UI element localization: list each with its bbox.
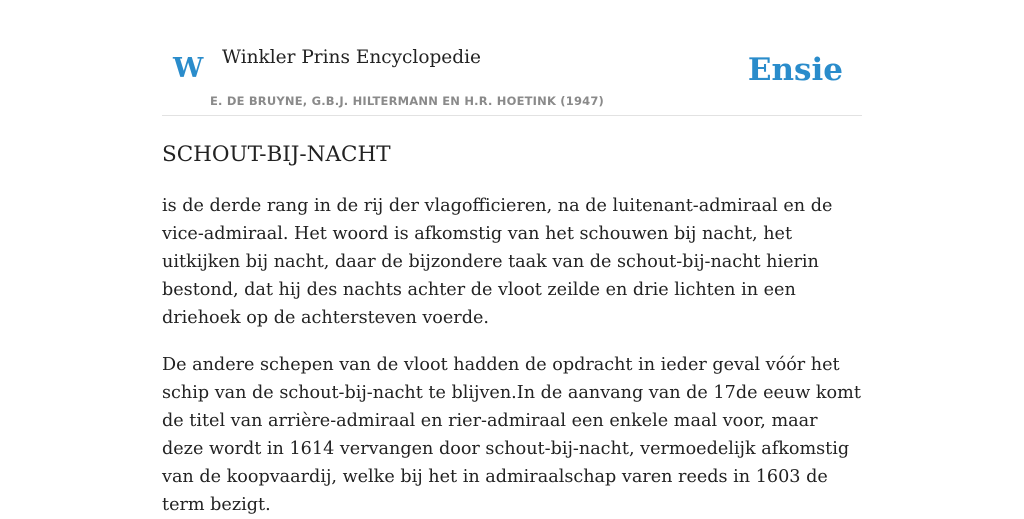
- article-paragraph: is de derde rang in de rij der vlagofficieren, na de luitenant-admiraal en de vice-admiraal. Het woord is afkomstig van het schouwen bij nacht, het uitkijken bij nacht, daar de bijzondere taak van de schout-bij-nacht hierin bestond, dat hij des nachts achter de vloot zeilde en drie lichten in een driehoek op de achtersteven voerde.: [162, 196, 833, 328]
- site-header: [162, 0, 862, 116]
- article-page: [162, 0, 862, 515]
- encyclopedia-title[interactable]: Winkler Prins Encyclopedie: [222, 47, 481, 68]
- ensie-logo[interactable]: Ensie: [747, 52, 843, 88]
- article-paragraph: De andere schepen van de vloot hadden de opdracht in ieder geval vóór het schip van de schout-bij-nacht te blijven.In de aanvang van de 17de eeuw komt de titel van arrière-admiraal en rier-admiraal een enkele maal voor, maar deze wordt in 1614 vervangen door schout-bij-nacht, vermoedelijk afkomstig van de koopvaardij, welke bij het in admiraalschap varen reeds in 1603 de term bezigt.: [162, 355, 861, 515]
- authors-line: E. DE BRUYNE, G.B.J. HILTERMANN EN H.R. HOETINK (1947): [210, 94, 605, 108]
- winkler-prins-logo[interactable]: W: [173, 53, 204, 84]
- article-title: SCHOUT-BIJ-NACHT: [162, 142, 391, 167]
